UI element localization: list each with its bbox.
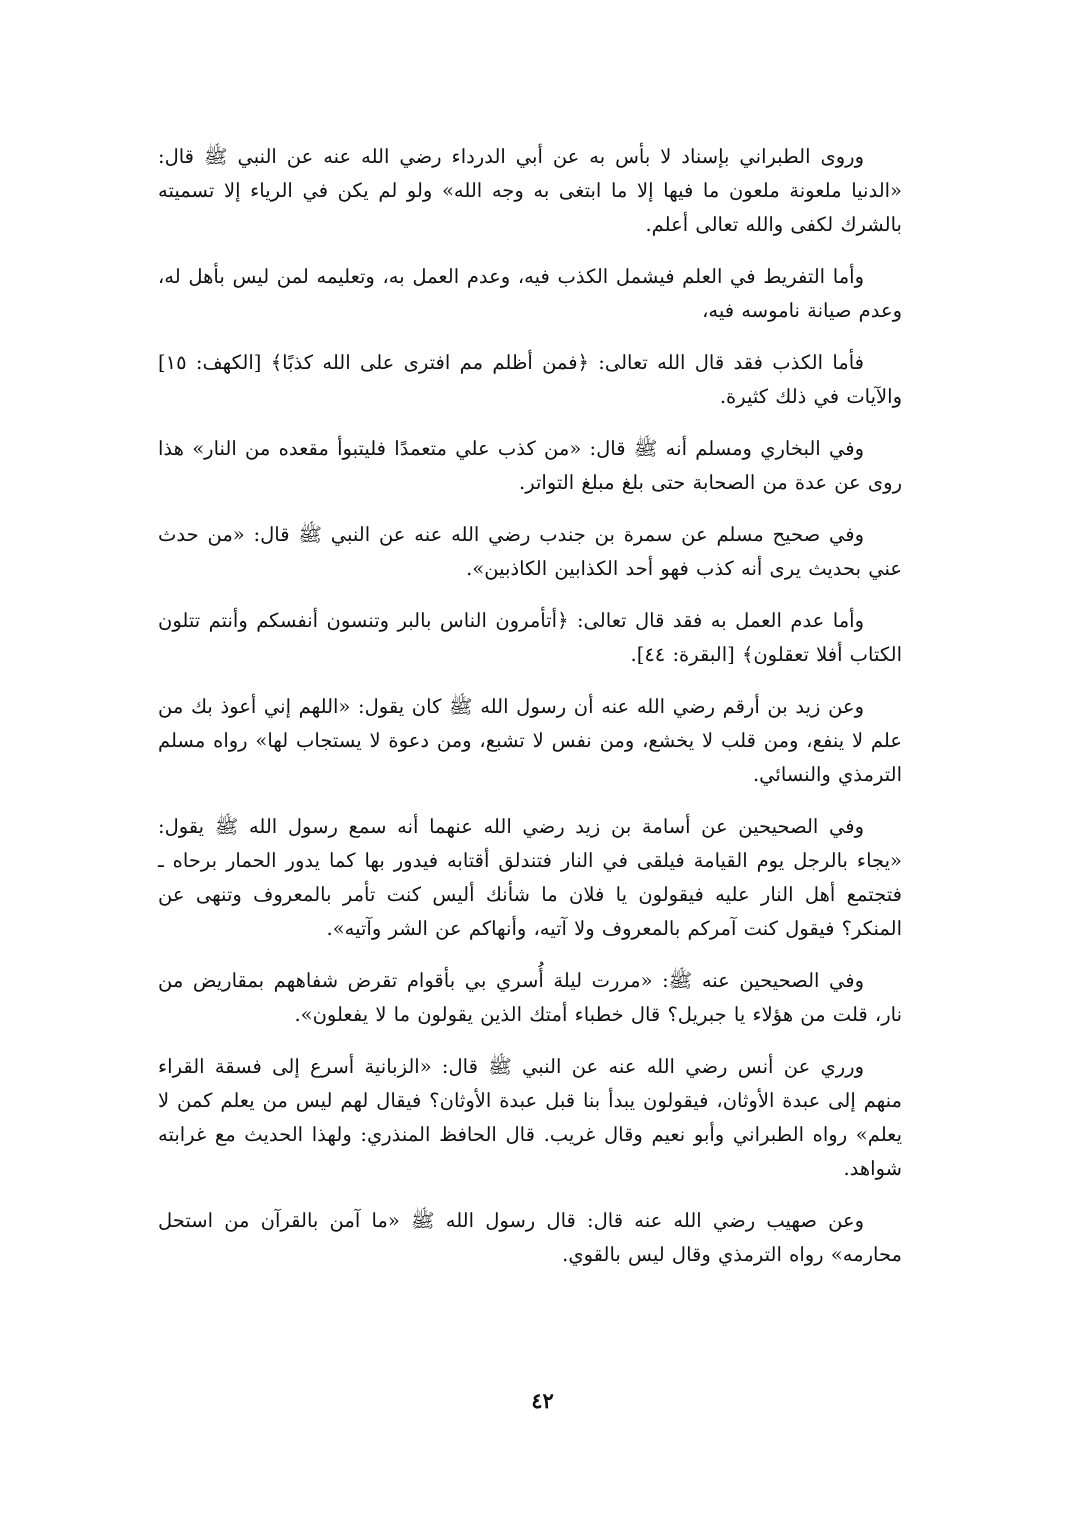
paragraph: وفي البخاري ومسلم أنه ﷺ قال: «من كذب علي متعمدًا فليتبوأ مقعده من النار» هذا روى عن عدة من الصحابة حتى بلغ مبلغ التواتر. xyxy=(158,437,902,494)
paragraph: وفي صحيح مسلم عن سمرة بن جندب رضي الله عنه عن النبي ﷺ قال: «من حدث عني بحديث يرى أنه كذب فهو أحد الكذابين الكاذبين». xyxy=(158,523,902,580)
paragraph: وروى الطبراني بإسناد لا بأس به عن أبي الدرداء رضي الله عنه عن النبي ﷺ قال: «الدنيا ملعونة ملعون ما فيها إلا ما ابتغى به وجه الله» ولو لم يكن في الرياء إلا تسميته بالشرك لكفى والله تعالى أعلم. xyxy=(158,145,902,236)
paragraph: وأما عدم العمل به فقد قال تعالى: ﴿أتأمرون الناس بالبر وتنسون أنفسكم وأنتم تتلون الكتاب أفلا تعقلون﴾ [البقرة: ٤٤]. xyxy=(158,609,902,666)
paragraph: وفي الصحيحين عن أسامة بن زيد رضي الله عنهما أنه سمع رسول الله ﷺ يقول: «يجاء بالرجل يوم القيامة فيلقى في النار فتندلق أقتابه فيدور بها كما يدور الحمار برحاه ـ فتجتمع أهل النار عليه فيقولون يا فلان ما شأنك أليس كنت تأمر بالمعروف وتنهى عن المنكر؟ فيقول كنت آمركم بالمعروف ولا آتيه، وأنهاكم عن الشر وآتيه». xyxy=(158,815,902,940)
paragraph: وفي الصحيحين عنه ﷺ: «مررت ليلة أُسري بي بأقوام تقرض شفاههم بمقاريض من نار، قلت من هؤلاء يا جبريل؟ قال خطباء أمتك الذين يقولون ما لا يفعلون». xyxy=(158,969,902,1026)
paragraph: وعن صهيب رضي الله عنه قال: قال رسول الله ﷺ «ما آمن بالقرآن من استحل محارمه» رواه الترمذي وقال ليس بالقوي. xyxy=(158,1209,902,1266)
paragraph: وعن زيد بن أرقم رضي الله عنه أن رسول الله ﷺ كان يقول: «اللهم إني أعوذ بك من علم لا ينفع، ومن قلب لا يخشع، ومن نفس لا تشبع، ومن دعوة لا يستجاب لها» رواه مسلم الترمذي والنسائي. xyxy=(158,695,902,786)
paragraph: فأما الكذب فقد قال الله تعالى: ﴿فمن أظلم مم افترى على الله كذبًا﴾ [الكهف: ١٥] والآيات في ذلك كثيرة. xyxy=(158,351,902,408)
page-body xyxy=(158,140,902,1290)
paragraph: ورري عن أنس رضي الله عنه عن النبي ﷺ قال: «الزبانية أسرع إلى فسقة القراء منهم إلى عبدة الأوثان، فيقولون يبدأ بنا قبل عبدة الأوثان؟ فيقال لهم ليس من يعلم كمن لا يعلم» رواه الطبراني وأبو نعيم وقال غريب. قال الحافظ المنذري: ولهذا الحديث مع غرابته شواهد. xyxy=(158,1055,902,1180)
page-number: ٤٢ xyxy=(531,1388,554,1413)
paragraph: وأما التفريط في العلم فيشمل الكذب فيه، وعدم العمل به، وتعليمه لمن ليس بأهل له، وعدم صيانة ناموسه فيه، xyxy=(158,265,902,322)
